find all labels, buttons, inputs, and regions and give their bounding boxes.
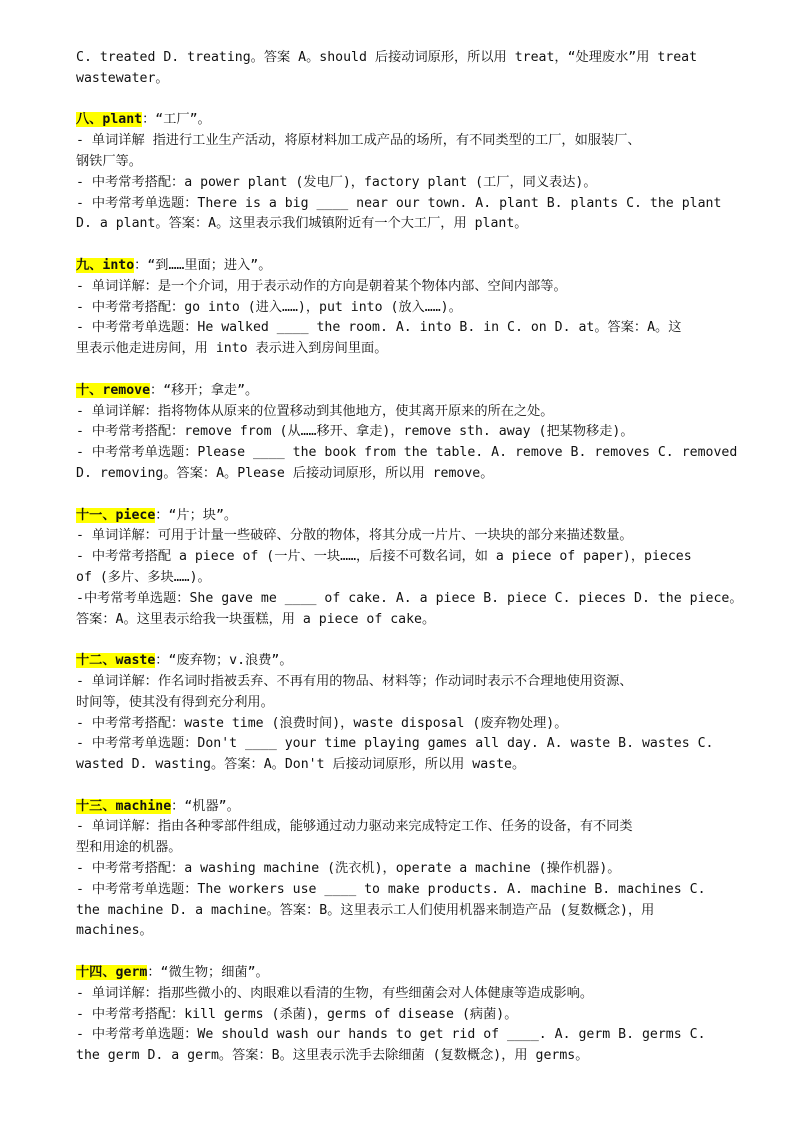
text-line: wasted D. wasting。答案：A。Don't 后接动词原形，所以用 waste。 bbox=[76, 757, 526, 773]
section-waste bbox=[76, 651, 748, 776]
text-line: the germ D. a germ。答案：B。这里表示洗手去除细菌 (复数概念)，用 germs。 bbox=[76, 1048, 589, 1064]
section-heading bbox=[76, 797, 748, 818]
text-line: D. removing。答案：A。Please 后接动词原形，所以用 remove。 bbox=[76, 465, 494, 481]
text-line: - 中考常考单选题：Please ____ the book from the table. A. remove B. removes C. removed bbox=[76, 445, 738, 461]
text-line: - 中考常考搭配：go into (进入……)，put into (放入……)。 bbox=[76, 299, 462, 315]
section-7-tail bbox=[76, 48, 748, 90]
text-line: of (多片、多块……)。 bbox=[76, 569, 211, 585]
section-germ bbox=[76, 963, 748, 1067]
text-line: - 单词详解：作名词时指被丢弃、不再有用的物品、材料等；作动词时表示不合理地使用资源、 bbox=[76, 673, 633, 689]
heading-highlight: 十四、germ bbox=[76, 965, 148, 981]
section-heading bbox=[76, 381, 748, 402]
section-heading bbox=[76, 506, 748, 527]
section-heading bbox=[76, 651, 748, 672]
text-line: D. a plant。答案：A。这里表示我们城镇附近有一个大工厂，用 plant。 bbox=[76, 216, 528, 232]
heading-highlight: 八、plant bbox=[76, 112, 143, 128]
text-line: - 中考常考搭配：a washing machine (洗衣机)，operate a machine (操作机器)。 bbox=[76, 861, 621, 877]
text-line: -中考常考单选题：She gave me ____ of cake. A. a piece B. piece C. pieces D. the piece。 bbox=[76, 590, 743, 606]
text-line: the machine D. a machine。答案：B。这里表示工人们使用机器来制造产品 (复数概念)，用 bbox=[76, 902, 655, 918]
text-line: - 中考常考搭配：remove from (从……移开、拿走)，remove sth. away (把某物移走)。 bbox=[76, 424, 634, 440]
document-page bbox=[76, 48, 748, 1067]
heading-meaning: ：“移开；拿走”。 bbox=[150, 382, 259, 398]
text-line: wastewater。 bbox=[76, 70, 169, 86]
text-line: - 中考常考搭配：kill germs (杀菌)，germs of disease (病菌)。 bbox=[76, 1006, 518, 1022]
text-line: - 中考常考搭配：waste time (浪费时间)，waste disposal (废弃物处理)。 bbox=[76, 715, 568, 731]
text-line: - 单词详解：指由各种零部件组成，能够通过动力驱动来完成特定工作、任务的设备，有不同类 bbox=[76, 819, 633, 835]
heading-highlight: 九、into bbox=[76, 257, 135, 273]
text-line: 型和用途的机器。 bbox=[76, 840, 182, 856]
heading-highlight: 十一、piece bbox=[76, 507, 156, 523]
heading-meaning: ：“微生物；细菌”。 bbox=[147, 965, 269, 981]
section-heading bbox=[76, 256, 748, 277]
text-line: machines。 bbox=[76, 923, 153, 939]
text-line: - 单词详解：指将物体从原来的位置移动到其他地方，使其离开原来的所在之处。 bbox=[76, 403, 554, 419]
text-line: 答案：A。这里表示给我一块蛋糕，用 a piece of cake。 bbox=[76, 611, 436, 627]
section-plant bbox=[76, 110, 748, 235]
text-line: - 单词详解：是一个介词，用于表示动作的方向是朝着某个物体内部、空间内部等。 bbox=[76, 278, 567, 294]
heading-meaning: ：“到……里面；进入”。 bbox=[134, 257, 272, 273]
text-line: 时间等，使其没有得到充分利用。 bbox=[76, 694, 274, 710]
heading-highlight: 十二、waste bbox=[76, 653, 156, 669]
section-machine bbox=[76, 797, 748, 943]
text-line: - 中考常考单选题：We should wash our hands to get rid of ____. A. germ B. germs C. bbox=[76, 1027, 706, 1043]
section-heading bbox=[76, 963, 748, 984]
text-line: - 中考常考单选题：He walked ____ the room. A. into B. in C. on D. at。答案：A。这 bbox=[76, 320, 682, 336]
text-line: - 中考常考单选题：Don't ____ your time playing games all day. A. waste B. wastes C. bbox=[76, 736, 714, 752]
text-line: C. treated D. treating。答案 A。should 后接动词原形，所以用 treat，“处理废水”用 treat bbox=[76, 50, 698, 65]
heading-meaning: ：“机器”。 bbox=[171, 798, 240, 814]
section-piece bbox=[76, 506, 748, 631]
heading-meaning: ：“工厂”。 bbox=[142, 112, 211, 128]
heading-meaning: ：“片；块”。 bbox=[155, 507, 238, 523]
text-line: - 中考常考搭配 a piece of (一片、一块……，后接不可数名词，如 a piece of paper)，pieces bbox=[76, 549, 692, 565]
section-remove bbox=[76, 381, 748, 485]
section-heading bbox=[76, 110, 748, 131]
text-line: - 单词详解 指进行工业生产活动，将原材料加工成产品的场所，有不同类型的工厂，如服装厂、 bbox=[76, 133, 641, 149]
heading-meaning: ：“废弃物；v.浪费”。 bbox=[155, 653, 293, 669]
heading-highlight: 十、remove bbox=[76, 382, 151, 398]
heading-highlight: 十三、machine bbox=[76, 798, 172, 814]
text-line: 里表示他走进房间，用 into 表示进入到房间里面。 bbox=[76, 341, 388, 357]
text-line: - 中考常考单选题：The workers use ____ to make products. A. machine B. machines C. bbox=[76, 881, 706, 897]
section-into bbox=[76, 256, 748, 360]
text-line: 钢铁厂等。 bbox=[76, 153, 142, 169]
text-line: - 单词详解：指那些微小的、肉眼难以看清的生物，有些细菌会对人体健康等造成影响。 bbox=[76, 985, 594, 1001]
text-line: - 单词详解：可用于计量一些破碎、分散的物体，将其分成一片片、一块块的部分来描述数量。 bbox=[76, 528, 633, 544]
text-line: - 中考常考搭配：a power plant (发电厂)，factory plant (工厂，同义表达)。 bbox=[76, 174, 597, 190]
text-line: - 中考常考单选题：There is a big ____ near our town. A. plant B. plants C. the plant bbox=[76, 195, 722, 211]
